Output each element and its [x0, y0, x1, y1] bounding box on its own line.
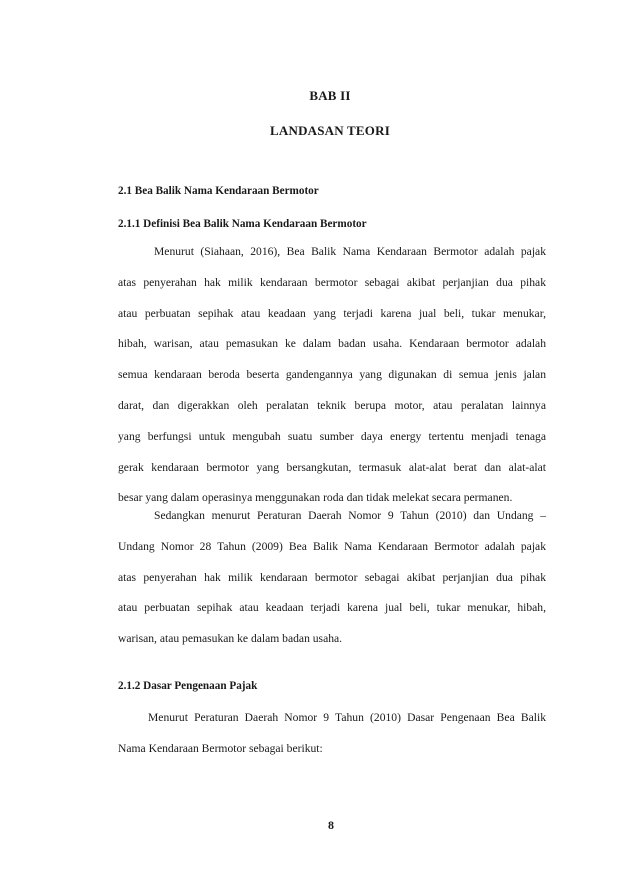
paragraph-line: hibah, warisan, atau pemasukan ke dalam badan usaha. Kendaraan bermotor adalah: [118, 337, 546, 351]
paragraph-line: Sedangkan menurut Peraturan Daerah Nomor 9 Tahun (2010) dan Undang –: [154, 509, 546, 522]
paragraph-line: darat, dan digerakkan oleh peralatan teknik berupa motor, atau peralatan lainnya: [118, 398, 546, 412]
paragraph-line: atas penyerahan hak milik kendaraan bermotor sebagai akibat perjanjian dua pihak: [118, 275, 546, 289]
section-heading-2-1-2: 2.1.2 Dasar Pengenaan Pajak: [118, 680, 258, 692]
paragraph-line: yang berfungsi untuk mengubah suatu sumber daya energy tertentu menjadi tenaga: [118, 429, 546, 443]
chapter-title: LANDASAN TEORI: [270, 123, 390, 138]
paragraph-line: Menurut (Siahaan, 2016), Bea Balik Nama Kendaraan Bermotor adalah pajak: [154, 245, 546, 258]
paragraph-line: gerak kendaraan bermotor yang bersangkutan, termasuk alat-alat berat dan alat-alat: [118, 460, 546, 474]
paragraph-regulation: [118, 508, 546, 662]
paragraph-line: semua kendaraan beroda beserta gandengannya yang digunakan di semua jenis jalan: [118, 368, 546, 382]
paragraph-line: Nama Kendaraan Bermotor sebagai berikut:: [118, 741, 323, 755]
paragraph-definition: [118, 244, 546, 521]
paragraph-line: atau perbuatan sepihak atau keadaan yang terjadi karena jual beli, tukar menukar,: [118, 306, 546, 320]
paragraph-line: Undang Nomor 28 Tahun (2009) Bea Balik Nama Kendaraan Bermotor adalah pajak: [118, 539, 546, 553]
page-number: 8: [328, 818, 334, 832]
section-heading-2-1-1: 2.1.1 Definisi Bea Balik Nama Kendaraan Bermotor: [118, 218, 367, 230]
paragraph-tax-basis: [118, 710, 546, 772]
chapter-number: BAB II: [309, 88, 351, 103]
paragraph-line: atau perbuatan sepihak atau keadaan terjadi karena jual beli, tukar menukar, hibah,: [118, 601, 546, 615]
paragraph-line: warisan, atau pemasukan ke dalam badan usaha.: [118, 632, 343, 646]
paragraph-line: atas penyerahan hak milik kendaraan bermotor sebagai akibat perjanjian dua pihak: [118, 570, 546, 584]
section-heading-2-1: 2.1 Bea Balik Nama Kendaraan Bermotor: [118, 185, 319, 197]
paragraph-line: besar yang dalam operasinya menggunakan roda dan tidak melekat secara permanen.: [118, 491, 513, 505]
paragraph-line: Menurut Peraturan Daerah Nomor 9 Tahun (2010) Dasar Pengenaan Bea Balik: [148, 711, 546, 724]
